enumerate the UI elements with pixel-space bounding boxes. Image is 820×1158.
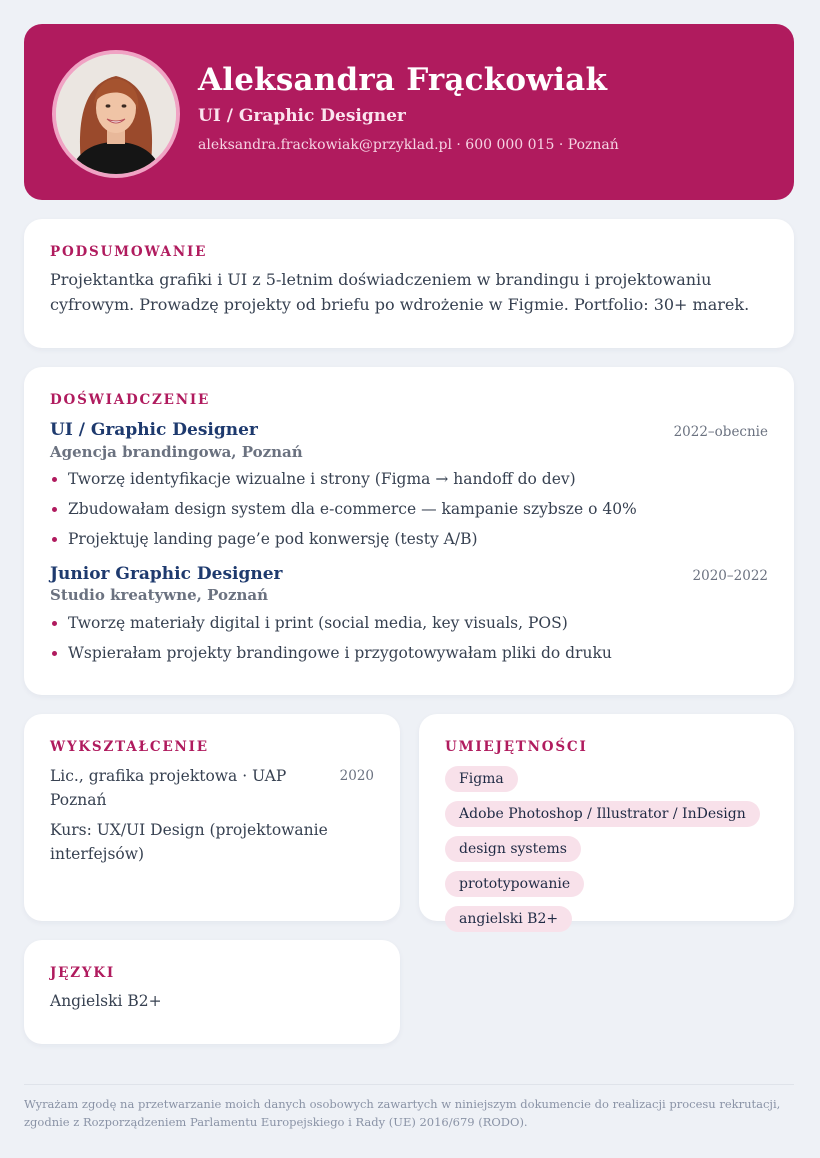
job-title: Junior Graphic Designer (50, 564, 283, 584)
job-bullet: Zbudowałam design system dla e-commerce — kampanie szybsze o 40% (50, 498, 637, 528)
experience-card (24, 367, 794, 695)
candidate-role: UI / Graphic Designer (198, 106, 406, 126)
job-title: UI / Graphic Designer (50, 420, 258, 440)
job-bullet: Tworzę identyfikacje wizualne i strony (Figma → handoff do dev) (50, 468, 637, 498)
contact-info: aleksandra.frackowiak@przyklad.pl · 600 000 015 · Poznań (198, 137, 619, 153)
education-year: 2020 (339, 768, 374, 784)
languages-heading: JĘZYKI (50, 965, 116, 981)
summary-heading: PODSUMOWANIE (50, 244, 208, 260)
skill-chip: Adobe Photoshop / Illustrator / InDesign (445, 801, 760, 827)
gdpr-consent: Wyrażam zgodę na przetwarzanie moich danych osobowych zawartych w niniejszym dokumencie do realizacji procesu rekrutacji, zgodnie z Rozporządzeniem Parlamentu Europejskiego i Rady (UE) 2016/679 (RODO). (24, 1097, 781, 1129)
languages-text: Angielski B2+ (50, 992, 162, 1010)
skill-chip: Figma (445, 766, 518, 792)
profile-header (24, 24, 794, 200)
summary-text: Projektantka grafiki i UI z 5-letnim doświadczeniem w brandingu i projektowaniu cyfrowym. Prowadzę projekty od briefu po wdrożenie w Figmie. Portfolio: 30+ marek. (50, 270, 750, 314)
job-dates: 2020–2022 (692, 568, 768, 584)
skills-card (419, 714, 794, 927)
job-dates: 2022–obecnie (673, 424, 768, 440)
avatar-photo (56, 54, 176, 174)
job-bullet: Wspierałam projekty brandingowe i przygotowywałam pliki do druku (50, 642, 612, 672)
education-course: Kurs: UX/UI Design (projektowanie interfejsów) (50, 821, 328, 863)
job-bullet: Projektuję landing page’e pod konwersję (testy A/B) (50, 528, 637, 558)
skill-chip: angielski B2+ (445, 906, 572, 932)
skills-list (445, 766, 775, 932)
avatar (52, 50, 180, 178)
job-bullet: Tworzę materiały digital i print (social media, key visuals, POS) (50, 612, 612, 642)
job-bullets (50, 468, 637, 558)
languages-card (24, 940, 400, 1044)
summary-card (24, 219, 794, 348)
skill-chip: design systems (445, 836, 581, 862)
skill-chip: prototypowanie (445, 871, 584, 897)
education-card (24, 714, 400, 921)
job-company: Studio kreatywne, Poznań (50, 586, 269, 604)
education-degree: Lic., grafika projektowa · UAP Poznań (50, 767, 287, 809)
skills-heading: UMIEJĘTNOŚCI (445, 739, 588, 755)
candidate-name: Aleksandra Frąckowiak (198, 62, 608, 98)
education-heading: WYKSZTAŁCENIE (50, 739, 209, 755)
job-bullets (50, 612, 612, 672)
footer-divider (24, 1084, 794, 1085)
experience-heading: DOŚWIADCZENIE (50, 392, 211, 408)
job-company: Agencja brandingowa, Poznań (50, 443, 303, 461)
